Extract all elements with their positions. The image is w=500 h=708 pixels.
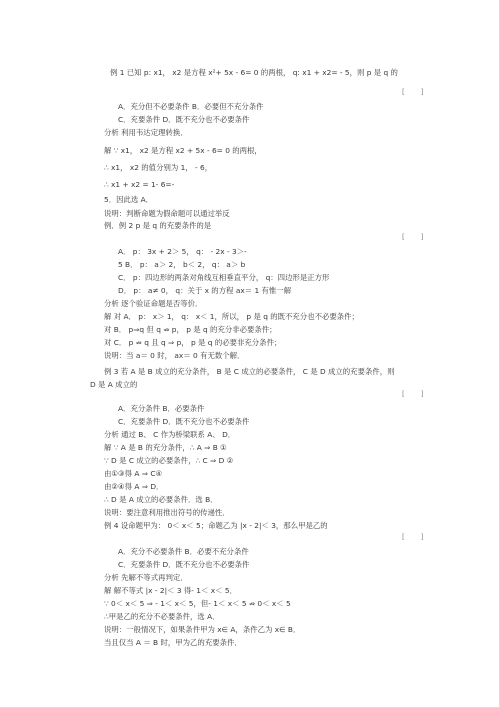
ex4-question: 例 4 设命题甲为： 0＜ x＜ 5；命题乙为 |x - 2|＜ 3，那么甲是乙的: [104, 521, 328, 530]
ex1-step-1: ∴ x1， x2 的值分别为 1， - 6，: [104, 163, 213, 172]
ex2-question: 例．例 2 p 是 q 的充要条件的是: [104, 221, 212, 230]
ex3-solution-3: 由①③得 A ⇒ C④: [104, 469, 163, 478]
ex4-option-cd: C．充要条件 D．既不充分也不必要条件: [118, 560, 250, 569]
ex2-note: 说明：当 a＝ 0 时， ax＝ 0 有无数个解．: [104, 351, 245, 360]
ex3-solution-4: 由②④得 A ⇒ D．: [104, 482, 164, 491]
ex1-solution: 解 ∵ x1， x2 是方程 x2 + 5x - 6= 0 的两根，: [104, 146, 262, 155]
ex2-option-c: C． p：四边形的两条对角线互相垂直平分， q：四边形是正方形: [118, 273, 330, 282]
ex4-answer: ∴甲是乙的充分不必要条件，选 A．: [104, 612, 220, 621]
ex1-option-cd: C．充要条件 D．既不充分也不必要条件: [118, 115, 250, 124]
ex3-question-cont: D 是 A 成立的: [90, 380, 138, 389]
ex4-analysis: 分析 先解不等式再判定．: [104, 573, 188, 582]
ex4-solution-2: ∵ 0＜ x＜ 5 ⇒ - 1＜ x＜ 5，但- 1＜ x＜ 5 ⇏ 0＜ x＜ 5: [104, 599, 291, 608]
ex3-note: 说明：要注意利用推出符号的传递性．: [104, 508, 230, 517]
ex4-note: 说明：一般情况下，如果条件甲为 x∈ A，条件乙为 x∈ B．: [104, 625, 301, 634]
ex3-option-ab: A．充分条件 B．必要条件: [118, 404, 205, 413]
ex2-option-d: D． p： a≠ 0， q：关于 x 的方程 ax＝ 1 有惟一解: [118, 286, 292, 295]
ex1-analysis: 分析 利用韦达定理转换．: [104, 128, 188, 137]
ex3-solution-1: 解 ∵ A 是 B 的充分条件，∴ A ⇒ B ①: [104, 443, 227, 452]
ex4-solution-1: 解 解不等式 |x - 2|＜ 3 得- 1＜ x＜ 5．: [104, 586, 237, 595]
ex3-answer: ∴ D 是 A 成立的必要条件．选 B．: [104, 495, 218, 504]
ex2-analysis: 分析 逐个验证命题是否等价．: [104, 299, 203, 308]
ex1-note: 说明：判断命题为假命题可以通过举反: [104, 209, 230, 218]
ex3-option-cd: C．充要条件 D．既不充分也不必要条件: [118, 417, 250, 426]
ex1-answer: 5．因此选 A．: [104, 195, 154, 204]
ex2-solution-b: 对 B． p⇒q 但 q ⇏ p， p 是 q 的充分非必要条件；: [104, 325, 277, 334]
ex2-option-b: 5 B． p： a＞ 2， b＜ 2， q： a＞ b: [118, 260, 246, 269]
ex4-option-ab: A．充分不必要条件 B．必要不充分条件: [118, 547, 249, 556]
answer-bracket: [ ]: [402, 88, 424, 96]
ex3-analysis: 分析 通过 B、 C 作为桥梁联系 A、 D．: [104, 430, 236, 439]
ex3-solution-2: ∵ D 是 C 成立的必要条件，∴ C ⇒ D ②: [104, 456, 234, 465]
ex4-note-cont: 当且仅当 A ＝ B 时，甲为乙的充要条件．: [104, 638, 242, 647]
answer-bracket: [ ]: [402, 233, 424, 241]
ex1-step-2: ∴ x1 + x2 = 1- 6=-: [104, 180, 175, 189]
ex1-option-ab: A．充分但不必要条件 B．必要但不充分条件: [118, 102, 264, 111]
ex2-solution-a: 解 对 A． p： x＞ 1， q： x＜ 1，所以， p 是 q 的既不充分也不必要条件；: [104, 312, 359, 321]
ex2-solution-c: 对 C． p ⇏ q 且 q ⇒ p， p 是 q 的必要非充分条件；: [104, 338, 282, 347]
answer-bracket: [ ]: [402, 390, 424, 398]
ex2-option-a: A． p： 3x + 2＞ 5， q： - 2x - 3＞-: [118, 247, 247, 256]
answer-bracket: [ ]: [402, 533, 424, 541]
ex1-question: 例 1 已知 p: x1， x2 是方程 x²+ 5x - 6= 0 的两根， q: x1 + x2= - 5，则 p 是 q 的: [110, 68, 398, 77]
ex3-question: 例 3 若 A 是 B 成立的充分条件， B 是 C 成立的必要条件， C 是 D 成立的充要条件，则: [104, 367, 395, 376]
